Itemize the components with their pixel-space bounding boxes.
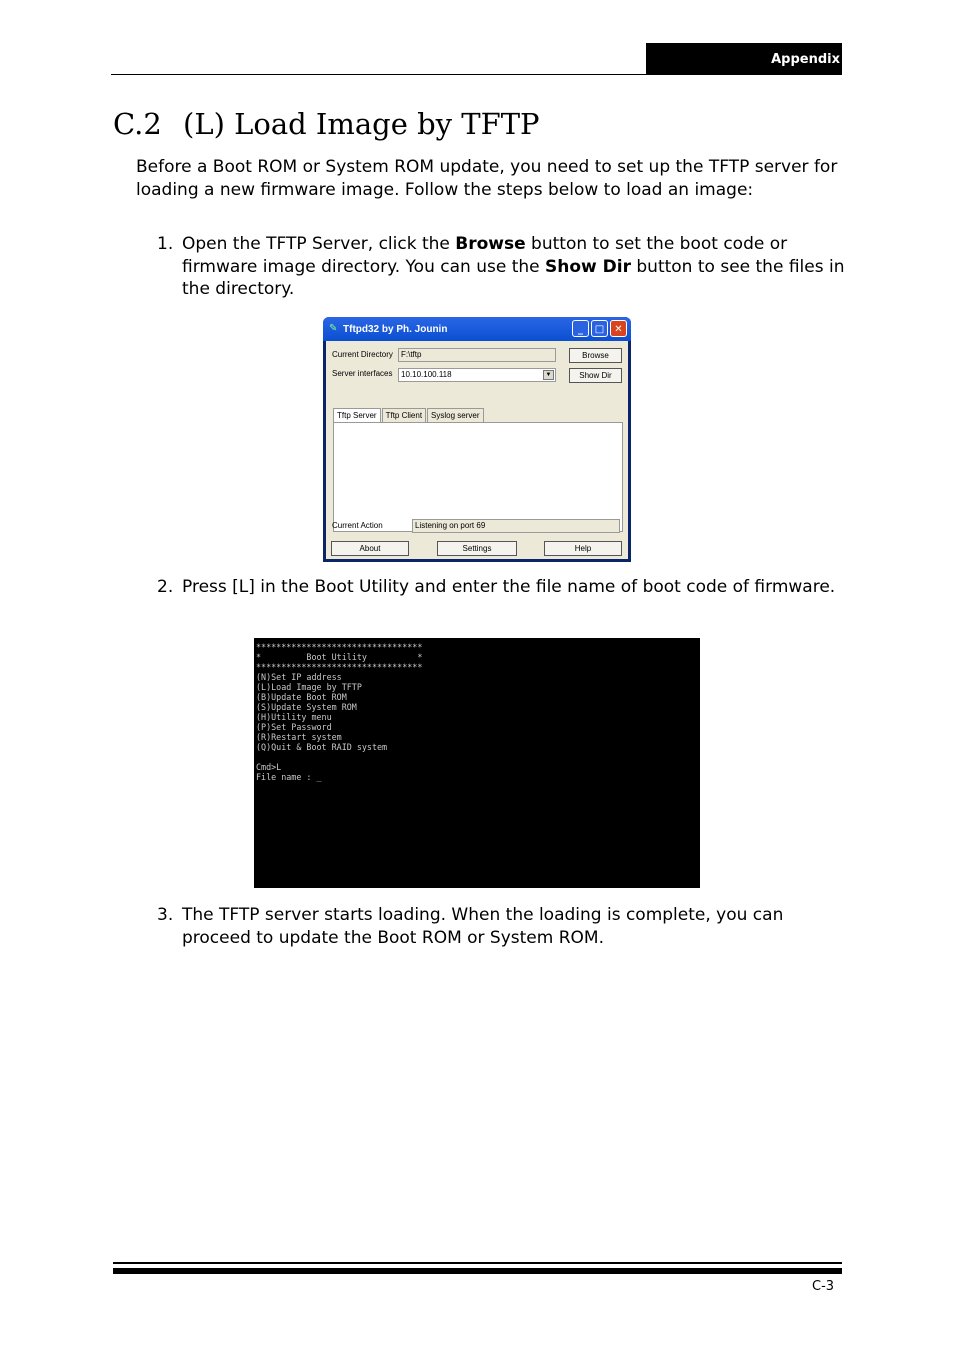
step-text-part: Open the TFTP Server, click the	[182, 234, 456, 254]
step-text	[182, 233, 847, 301]
tab-tftp-server[interactable]: Tftp Server	[333, 408, 381, 422]
server-interfaces-label: Server interfaces	[332, 369, 393, 378]
header-rule	[111, 74, 647, 75]
browse-emphasis: Browse	[455, 234, 526, 254]
boot-utility-console	[254, 638, 700, 888]
section-number: C.2	[113, 107, 162, 141]
step-1	[157, 233, 847, 301]
step-number: 2.	[157, 577, 174, 597]
tab-tftp-client[interactable]: Tftp Client	[382, 408, 426, 422]
footer-rule-thick	[113, 1268, 842, 1274]
intro-paragraph: Before a Boot ROM or System ROM update, you need to set up the TFTP server for loading a new firmware image. Follow the steps below to load an image:	[136, 157, 838, 200]
app-icon: ✎	[329, 323, 338, 334]
current-action-label: Current Action	[332, 521, 383, 530]
browse-button[interactable]: Browse	[569, 348, 622, 363]
minimize-icon[interactable]: _	[572, 320, 589, 337]
step-3	[157, 904, 847, 949]
header-label: Appendix	[771, 51, 840, 67]
server-interfaces-select[interactable]	[398, 368, 556, 382]
console-text: ********************************* * Boot Utility * ********************************* (N)Set IP address (L)Load Image by TFTP (B)Update Boot ROM (S)Update System ROM (H)Utility menu (P)Set Password (R)Restart system (Q)Quit & Boot RAID system Cmd>L File name : _	[256, 642, 423, 782]
close-icon[interactable]: ✕	[610, 320, 627, 337]
show-dir-emphasis: Show Dir	[545, 256, 631, 277]
section-title	[113, 107, 540, 141]
window-body	[326, 341, 628, 559]
step-text: Press [L] in the Boot Utility and enter the file name of boot code of firmware.	[182, 577, 836, 597]
tab-strip	[333, 408, 485, 422]
log-panel	[333, 422, 623, 532]
server-interfaces-value: 10.10.100.118	[401, 370, 452, 379]
show-dir-button[interactable]: Show Dir	[569, 368, 622, 383]
help-button[interactable]: Help	[544, 541, 622, 556]
step-number: 3.	[157, 905, 174, 925]
window-title: Tftpd32 by Ph. Jounin	[343, 323, 448, 335]
settings-button[interactable]: Settings	[437, 541, 517, 556]
section-heading: (L) Load Image by TFTP	[183, 107, 540, 141]
current-directory-label: Current Directory	[332, 350, 393, 359]
step-2	[157, 576, 847, 599]
step-text-part: button to see the files in the directory.	[182, 256, 845, 299]
chevron-down-icon[interactable]: ▼	[543, 370, 554, 380]
page-number: C-3	[812, 1279, 835, 1294]
current-action-field: Listening on port 69	[412, 519, 620, 533]
window-titlebar	[323, 317, 631, 341]
footer-rule	[113, 1262, 842, 1264]
current-directory-field[interactable]: F:\tftp	[398, 348, 556, 362]
about-button[interactable]: About	[331, 541, 409, 556]
step-text-part: button to set the boot code or firmware image directory. You can use the	[182, 234, 788, 277]
step-text: The TFTP server starts loading. When the loading is complete, you can proceed to update the Boot ROM or System ROM.	[182, 905, 784, 948]
maximize-icon[interactable]: □	[591, 320, 608, 337]
tab-syslog-server[interactable]: Syslog server	[427, 408, 483, 422]
tftpd32-window	[323, 317, 631, 562]
header-appendix-tab	[646, 43, 842, 75]
step-number: 1.	[157, 234, 174, 254]
